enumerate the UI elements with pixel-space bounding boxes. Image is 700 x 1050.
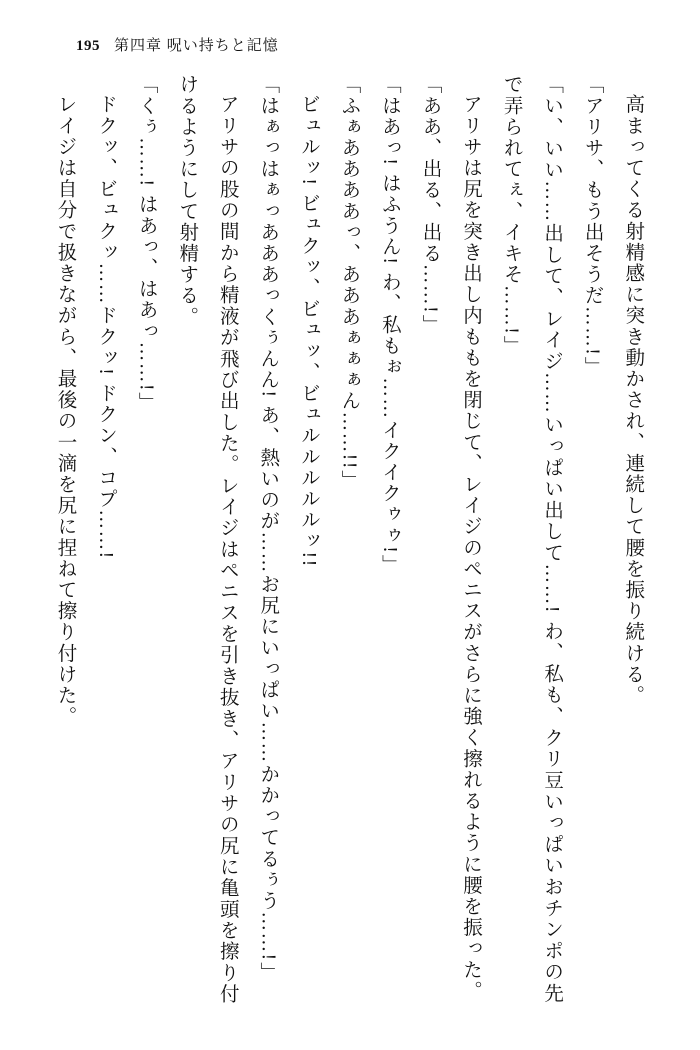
paragraph: 「アリサ、もう出そうだ……!」 (581, 74, 603, 378)
paragraph: 「くぅ……! はあっ、はあっ……!」 (135, 74, 157, 414)
vertical-text-block (44, 74, 652, 1004)
paragraph: ビュルッ! ビュクッ、ビュッ、ビュルルルルルッ!! (297, 93, 319, 568)
paragraph: 「はぁっはぁっあああっくぅんん! あ、熱いのが……お尻にいっぱい……かかってるぅう……!」 (257, 74, 279, 983)
page-number: 195 (76, 38, 100, 54)
paragraph: 高まってくる射精感に突き動かされ、連続して腰を振り続ける。 (622, 93, 644, 706)
page-body (44, 74, 656, 1004)
paragraph: アリサは尻を突き出し内ももを閉じて、レイジのペニスがさらに強く擦れるように腰を振った。 (460, 93, 482, 1001)
chapter-title: 第四章 呪い持ちと記憶 (114, 38, 279, 54)
paragraph: 「はあっ! はふうん! わ、私もぉ……イクイクゥゥ!」 (378, 74, 400, 576)
paragraph: 「ああ、出る、出る……!」 (419, 74, 441, 336)
paragraph: ドクッ、ビュクッ……ドクッ! ドクン、コプ……! (95, 93, 117, 560)
paragraph: 「ふぁああああっ、あああぁぁぁん……!!」 (338, 74, 360, 492)
paragraph: レイジは自分で扱きながら、最後の一滴を尻に捏ねて擦り付けた。 (54, 93, 76, 727)
paragraph: アリサの股の間から精液が飛び出した。レイジはペニスを引き抜き、アリサの尻に亀頭を擦り付けるようにして射精する。 (176, 74, 238, 1004)
running-head (76, 34, 279, 55)
paragraph: 「い、いい……出して、レイジ……いっぱい出して……! わ、私も、クリ豆いっぱいおチンポの先で弄られてぇ、イキそ……!」 (500, 74, 563, 1004)
